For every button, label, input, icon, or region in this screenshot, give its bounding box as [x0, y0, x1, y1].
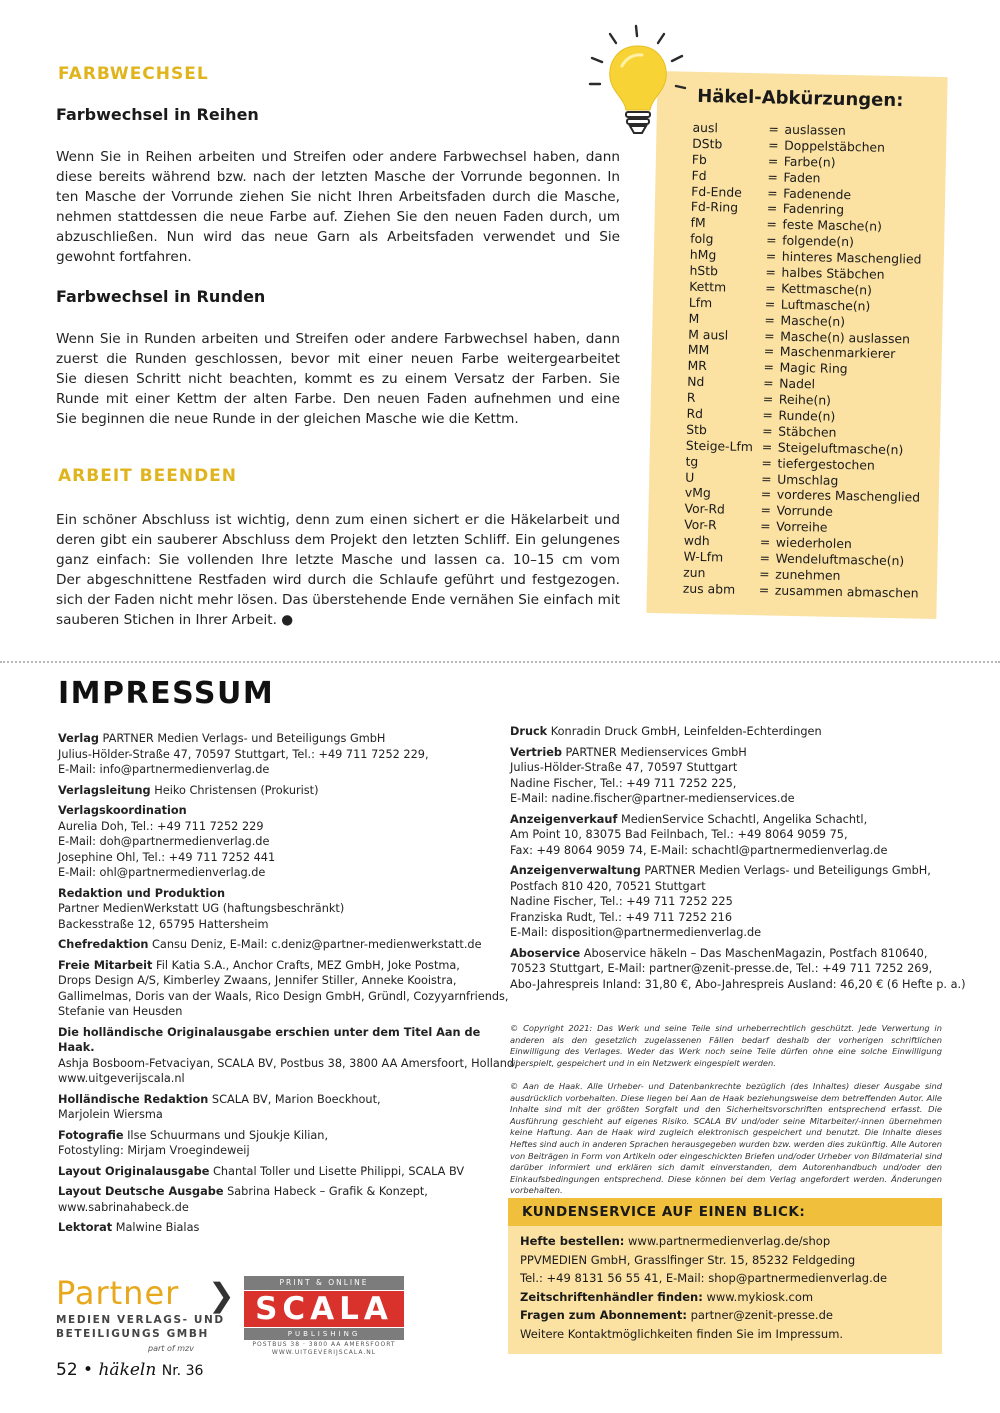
impressum-line: Ashja Bosboom-Fetvaciyan, SCALA BV, Postbus 38, 3800 AA Amersfoort, Holland,	[58, 1056, 518, 1070]
subheading-runden: Farbwechsel in Runden	[56, 287, 266, 306]
paragraph-line: Der abgeschnittene Restfaden wird durch die Schlaufe geführt und festgezogen.	[56, 572, 620, 588]
abbreviation-equals: =	[763, 343, 775, 359]
paragraph-line: Wenn Sie in Reihen arbeiten und Streifen oder andere Farbwechsel haben, dann	[56, 149, 620, 165]
paragraph-line: Wenn Sie in Runden arbeiten und Streifen oder andere Farbwechsel haben, dann	[56, 331, 620, 347]
impressum-label: Verlagskoordination	[58, 804, 187, 817]
abbreviation-equals: =	[765, 280, 776, 296]
abbreviation-meaning: Doppelstäbchen	[784, 137, 886, 155]
impressum-line: Am Point 10, 83075 Bad Feilnbach, Tel.: +49 8064 9059 75,	[510, 828, 848, 841]
abbreviation-equals: =	[763, 359, 775, 375]
abbreviation-key: Stb	[686, 421, 707, 438]
impressum-entry	[510, 812, 940, 859]
impressum-label: Die holländische Originalausgabe erschien unter dem Titel Aan de Haak.	[58, 1025, 481, 1054]
abbreviation-key: Lfm	[688, 294, 713, 311]
abbreviation-meaning: Faden	[783, 169, 821, 186]
kundenservice-label: Hefte bestellen:	[520, 1234, 625, 1248]
impressum-line: E-Mail: info@partnermedienverlag.de	[58, 763, 270, 776]
paragraph-line: Sie beginnen die neue Runde in der gleichen Masche wie die Kettm.	[56, 411, 519, 427]
impressum-line: www.uitgeverijscala.nl	[58, 1072, 185, 1085]
abbreviation-equals: =	[765, 264, 777, 280]
abbreviation-equals: =	[763, 375, 774, 391]
abbreviation-meaning: hinteres Maschenglied	[781, 248, 922, 267]
abbreviation-key: ausl	[692, 119, 719, 136]
abbreviation-meaning: Masche(n)	[780, 312, 846, 329]
kundenservice-label: Fragen zum Abonnement:	[520, 1308, 687, 1322]
paragraph-reihen	[56, 147, 620, 267]
kundenservice-text: PPVMEDIEN GmbH, Grasslfinger Str. 15, 85232 Feldgeding	[520, 1252, 856, 1267]
abbreviation-equals: =	[764, 327, 775, 344]
impressum-label: Anzeigenverwaltung	[510, 864, 641, 877]
abbreviation-equals: =	[768, 121, 780, 137]
abbreviation-card	[646, 71, 947, 619]
abbreviation-meaning: Farbe(n)	[783, 153, 836, 170]
abbreviation-meaning: Runde(n)	[778, 407, 836, 424]
kundenservice-row	[520, 1325, 942, 1344]
issue-number: Nr. 36	[161, 1363, 204, 1379]
impressum-entry	[58, 1128, 488, 1159]
abbreviation-key: fM	[690, 215, 706, 231]
impressum-line: PARTNER Medien Verlags- und Beteiligungs GmbH	[102, 732, 386, 745]
impressum-line: E-Mail: ohl@partnermedienverlag.de	[58, 866, 266, 879]
abbreviation-meaning: Umschlag	[777, 471, 839, 488]
impressum-line: Heiko Christensen (Prokurist)	[154, 783, 319, 797]
scala-logo-word: SCALA	[244, 1291, 404, 1327]
impressum-line: Franziska Rudt, Tel.: +49 711 7252 216	[510, 910, 733, 924]
abbreviation-key: vMg	[684, 485, 711, 501]
impressum-label: Fotografie	[58, 1128, 124, 1142]
impressum-line: E-Mail: nadine.fischer@partner-medienservices.de	[510, 792, 795, 805]
impressum-entry	[510, 946, 966, 993]
kundenservice-title: KUNDENSERVICE AUF EINEN BLICK:	[508, 1198, 942, 1226]
abbreviation-meaning: feste Masche(n)	[782, 217, 883, 235]
kundenservice-text: Weitere Kontaktmöglichkeiten finden Sie im Impressum.	[520, 1326, 844, 1341]
abbreviation-key: Nd	[687, 373, 705, 390]
abbreviation-equals: =	[766, 200, 778, 217]
impressum-entry	[58, 1220, 488, 1236]
abbreviation-key: M	[688, 310, 700, 326]
abbreviation-equals: =	[762, 391, 774, 407]
paragraph-line: Sie diesen Schritt nicht beachten, kommt es zu einem Versatz der Farben. Sie	[56, 371, 620, 387]
abbreviation-equals: =	[762, 423, 773, 439]
impressum-line: E-Mail: doh@partnermedienverlag.de	[58, 835, 270, 848]
impressum-line: Marjolein Wiersma	[58, 1108, 163, 1121]
abbreviation-key: Fd	[691, 167, 707, 183]
abbreviation-equals: =	[768, 137, 779, 153]
subheading-reihen: Farbwechsel in Reihen	[56, 105, 259, 124]
impressum-line: Julius-Hölder-Straße 47, 70597 Stuttgart	[510, 761, 738, 774]
abbreviation-meaning: Fadenende	[783, 185, 852, 202]
abbreviation-equals: =	[761, 454, 773, 471]
impressum-label: Anzeigenverkauf	[510, 812, 618, 826]
impressum-line: Nadine Fischer, Tel.: +49 711 7252 225	[510, 895, 733, 908]
section-title-farbwechsel: FARBWECHSEL	[58, 64, 209, 84]
impressum-entry	[58, 1164, 488, 1180]
impressum-line: MedienService Schachtl, Angelika Schachtl,	[620, 812, 868, 826]
impressum-entry	[58, 731, 488, 778]
abbreviation-key: Fb	[691, 151, 708, 167]
abbreviation-key: Kettm	[689, 278, 727, 295]
abbreviation-meaning: wiederholen	[775, 534, 852, 552]
paragraph-line: zuerst die Runden geschlossen, bevor mit einer neuen Farbe weitergearbeitet	[56, 351, 620, 367]
impressum-line: Abo-Jahrespreis Inland: 31,80 €, Abo-Jahrespreis Ausland: 46,20 € (6 Hefte p. a.)	[510, 977, 966, 991]
impressum-entry	[510, 863, 940, 941]
impressum-entry	[58, 958, 509, 1020]
section-title-arbeit-beenden: ARBEIT BEENDEN	[58, 466, 238, 486]
impressum-entry	[510, 745, 940, 807]
impressum-label: Holländische Redaktion	[58, 1092, 209, 1106]
abbreviation-meaning: Kettmasche(n)	[781, 280, 873, 298]
kundenservice-label: Zeitschriftenhändler finden:	[520, 1289, 703, 1304]
partner-logo-subline: BETEILIGUNGS GMBH	[56, 1328, 209, 1340]
abbreviation-equals: =	[767, 169, 779, 185]
paragraph-line: abzuschließen. Nun wird das neue Garn als Arbeitsfaden verwendet und Sie	[56, 229, 620, 245]
abbreviation-meaning: Vorreihe	[776, 518, 828, 535]
abbreviation-meaning: auslassen	[784, 121, 846, 138]
abbreviation-key: DStb	[692, 135, 723, 152]
impressum-entry	[58, 1092, 488, 1123]
impressum-entry	[58, 937, 488, 953]
impressum-line: Julius-Hölder-Straße 47, 70597 Stuttgart, Tel.: +49 711 7252 229,	[58, 747, 429, 761]
lightbulb-icon	[588, 22, 688, 138]
abbreviation-meaning: halbes Stäbchen	[781, 264, 885, 282]
abbreviation-key: Vor-R	[684, 516, 717, 533]
abbreviation-meaning: Maschenmarkierer	[779, 344, 896, 362]
impressum-line: Fax: +49 8064 9059 74, E-Mail: schachtl@partnermedienverlag.de	[510, 843, 888, 857]
impressum-line: PARTNER Medien Verlags- und Beteiligungs GmbH,	[644, 864, 931, 877]
scala-logo	[244, 1276, 404, 1356]
abbreviation-key: hStb	[689, 262, 719, 279]
kundenservice-text: Tel.: +49 8131 56 55 41, E-Mail: shop@partnermedienverlag.de	[520, 1271, 888, 1285]
abbreviation-key: hMg	[689, 246, 717, 263]
abbreviation-meaning: Wendeluftmasche(n)	[775, 550, 905, 569]
impressum-line: Gallimelmas, Doris van der Waals, Rico Design GmbH, Gründl, Cozyyarnfriends,	[58, 989, 509, 1003]
impressum-line: Fil Katia S.A., Anchor Crafts, MEZ GmbH, Joke Postma,	[156, 958, 460, 972]
impressum-line: Drops Design A/S, Kimberley Zwaans, Jennifer Stiller, Anneke Kooistra,	[58, 974, 457, 987]
impressum-line: Partner MedienWerkstatt UG (haftungsbeschränkt)	[58, 902, 345, 915]
abbreviation-key: zun	[683, 564, 706, 581]
abbreviation-equals: =	[761, 470, 772, 487]
abbreviation-key: U	[685, 469, 695, 485]
impressum-label: Redaktion und Produktion	[58, 886, 226, 900]
page-footer	[56, 1360, 203, 1380]
impressum-entry	[58, 886, 488, 933]
kundenservice-row	[520, 1306, 942, 1325]
page-number: 52	[56, 1360, 78, 1380]
partner-logo	[56, 1274, 235, 1360]
abbreviation-meaning: zusammen abmaschen	[774, 582, 919, 601]
abbreviation-key: Rd	[686, 405, 704, 422]
kundenservice-box	[508, 1198, 942, 1354]
impressum-line: 70523 Stuttgart, E-Mail: partner@zenit-presse.de, Tel.: +49 711 7252 269,	[510, 962, 933, 975]
abbreviation-meaning: vorderes Maschenglied	[776, 487, 921, 506]
impressum-line: Konradin Druck GmbH, Leinfelden-Echterdingen	[550, 725, 822, 738]
abbreviation-key: R	[686, 389, 696, 406]
impressum-entry	[510, 724, 940, 740]
abbreviation-meaning: Steigeluftmasche(n)	[777, 439, 904, 458]
impressum-label: Freie Mitarbeit	[58, 958, 153, 972]
impressum-line: Stefanie van Heusden	[58, 1005, 183, 1018]
impressum-left-column	[58, 731, 518, 1241]
abbreviation-key: tg	[685, 453, 699, 469]
partner-logo-word: Partner	[56, 1274, 180, 1312]
abbreviation-key: W-Lfm	[683, 548, 724, 565]
impressum-label: Verlag	[58, 732, 99, 745]
paragraph-line: ten Masche der Vorrunde ziehen Sie nicht Ihren Arbeitsfaden durch die Masche,	[56, 189, 620, 205]
impressum-label: Aboservice	[510, 946, 581, 960]
abbreviation-equals: =	[765, 248, 777, 264]
impressum-label: Layout Deutsche Ausgabe	[58, 1185, 224, 1198]
kundenservice-text: www.partnermedienverlag.de/shop	[624, 1234, 831, 1248]
impressum-line: Aurelia Doh, Tel.: +49 711 7252 229	[58, 819, 264, 833]
paragraph-line: nehmen stattdessen die neue Farbe auf. Ziehen Sie den neuen Faden durch, um	[56, 209, 620, 225]
impressum-line: Malwine Bialas	[115, 1221, 200, 1234]
abbreviation-key: MR	[687, 358, 708, 374]
paragraph-line: gewohnt fortfahren.	[56, 249, 192, 265]
footer-bullet: •	[83, 1360, 94, 1380]
abbreviation-meaning: Vorrunde	[776, 502, 833, 520]
impressum-label: Lektorat	[58, 1221, 113, 1234]
abbreviation-meaning: Masche(n) auslassen	[780, 328, 911, 346]
abbreviation-key: Steige-Lfm	[685, 437, 754, 454]
abbreviation-key: MM	[687, 342, 710, 358]
abbreviation-equals: =	[760, 502, 772, 518]
abbreviation-meaning: Nadel	[779, 375, 816, 392]
abbreviation-equals: =	[760, 518, 771, 534]
chevron-right-icon: ❯	[208, 1276, 235, 1314]
kundenservice-row	[520, 1288, 942, 1307]
abbreviation-key: Vor-Rd	[684, 501, 726, 517]
abbreviation-list	[683, 120, 943, 602]
section-divider	[0, 661, 1000, 663]
impressum-entry	[58, 1025, 518, 1087]
magazine-brand: häkeln	[98, 1360, 157, 1380]
abbreviation-equals: =	[761, 439, 773, 455]
kundenservice-text: partner@zenit-presse.de	[686, 1308, 833, 1322]
scala-logo-top: PRINT & ONLINE	[244, 1276, 404, 1290]
paragraph-line: Runde mit einer Kettm der alten Farbe. Den neuen Faden aufnehmen und eine	[56, 391, 620, 407]
paragraph-line: diese bereits während bzw. nach der letzten Masche der Vorrunde begonnen. In	[56, 169, 620, 185]
paragraph-line: sich der Faden nicht mehr lösen. Das überstehende Ende vernähen Sie einfach mit	[56, 592, 620, 608]
abbreviation-equals: =	[766, 216, 778, 232]
impressum-line: E-Mail: disposition@partnermedienverlag.de	[510, 926, 762, 939]
abbreviation-meaning: Stäbchen	[778, 423, 837, 440]
impressum-line: Josephine Ohl, Tel.: +49 711 7252 441	[58, 850, 276, 864]
abbreviation-key: folg	[690, 230, 714, 247]
abbreviation-equals: =	[767, 153, 779, 169]
partner-logo-mzv: part of mzv	[148, 1344, 194, 1353]
impressum-entry	[58, 1184, 488, 1215]
paragraph-line: Ein schöner Abschluss ist wichtig, denn zum einen sichert er die Häkelarbeit und	[56, 512, 620, 528]
impressum-line: Chantal Toller und Lisette Philippi, SCALA BV	[212, 1164, 465, 1178]
impressum-line: Ilse Schuurmans und Sjoukje Kilian,	[127, 1128, 329, 1142]
impressum-line: www.sabrinahabeck.de	[58, 1200, 189, 1214]
impressum-right-column	[510, 724, 966, 997]
impressum-title: IMPRESSUM	[58, 676, 275, 711]
abbreviation-meaning: Fadenring	[782, 201, 845, 218]
impressum-label: Druck	[510, 725, 548, 738]
abbreviation-equals: =	[758, 582, 770, 598]
abbreviation-equals: =	[764, 296, 776, 312]
abbreviation-equals: =	[767, 184, 778, 201]
abbreviation-key: zus abm	[682, 580, 736, 597]
scala-logo-address: POSTBUS 38 · 3800 AA AMERSFOORT	[252, 1341, 396, 1348]
abbreviation-key: wdh	[683, 532, 710, 549]
impressum-line: Postfach 810 420, 70521 Stuttgart	[510, 879, 706, 893]
kundenservice-text: www.mykiosk.com	[702, 1289, 814, 1304]
kundenservice-row	[520, 1269, 942, 1288]
abbreviation-key: M ausl	[688, 326, 729, 343]
abbreviation-meaning: Magic Ring	[779, 360, 848, 377]
kundenservice-row	[520, 1232, 942, 1251]
abbreviation-meaning: tiefergestochen	[777, 455, 875, 473]
impressum-line: SCALA BV, Marion Boeckhout,	[211, 1092, 381, 1106]
abbreviation-meaning: Reihe(n)	[778, 391, 832, 408]
impressum-line: Nadine Fischer, Tel.: +49 711 7252 225,	[510, 776, 737, 790]
partner-logo-subline: MEDIEN VERLAGS- UND	[56, 1314, 225, 1326]
abbreviation-key: Fd-Ende	[691, 183, 742, 200]
impressum-label: Verlagsleitung	[58, 783, 151, 797]
abbreviation-meaning: Luftmasche(n)	[780, 296, 871, 314]
paragraph-line: deren gibt ein sauberer Abschluss dem Projekt den letzten Schliff. Ein gelungenes	[56, 532, 620, 548]
abbreviation-equals: =	[759, 550, 771, 566]
aan-de-haak-notice: © Aan de Haak. Alle Urheber- und Datenbankrechte bezüglich (des Inhaltes) dieser Ausgabe sind ausdrücklich vorbehalten. Diese liegen bei Aan de Haak beziehungsweise dem betreffenden Autor. Alle Inhalte sind mit der größten Sorgfalt und den Sicherheitsvorschriften entsprechend erfasst. Die Ausführung geschieht auf eigenes Risiko. SCALA BV und/oder seine Mitarbeiter/-innen übernehmen keine Haftung. Aan de Haak wird zugleich elektronisch gespeichert und benutzt. Die Inhalte dieses Heftes sind auch in anderen Sprachen herausgegeben wurden bzw. werden dies zukünftig. Alle Autoren von Beiträgen in Form von Artikeln oder eingeschickten Briefen und/oder Urheber von Bildmaterial sind darüber informiert und erklären sich damit einverstanden, dem Autorenhandbuch und/oder den Einkaufsbedingungen entsprechend. Diese können bei dem Verlag angefordert werden. Änderungen vorbehalten.	[510, 1081, 942, 1196]
kundenservice-body	[508, 1226, 942, 1343]
abbreviation-equals: =	[764, 312, 776, 328]
paragraph-arbeit-beenden	[56, 510, 620, 630]
abbreviation-equals: =	[759, 534, 771, 550]
impressum-label: Vertrieb	[510, 745, 562, 759]
impressum-line: Sabrina Habeck – Grafik & Konzept,	[227, 1185, 428, 1198]
scala-logo-url: WWW.UITGEVERIJSCALA.NL	[271, 1349, 377, 1356]
paragraph-line: sauberen Stichen in Ihrer Arbeit. ●	[56, 612, 294, 628]
abbreviation-card-title: Häkel-Abkürzungen:	[696, 85, 904, 112]
impressum-line: Cansu Deniz, E-Mail: c.deniz@partner-medienwerkstatt.de	[152, 938, 482, 951]
abbreviation-equals: =	[760, 486, 772, 502]
impressum-entry	[58, 783, 488, 799]
abbreviation-equals: =	[766, 232, 777, 248]
impressum-line: Backesstraße 12, 65795 Hattersheim	[58, 917, 269, 931]
impressum-entry	[58, 803, 488, 881]
impressum-line: Fotostyling: Mirjam Vroegindeweij	[58, 1144, 250, 1157]
scala-logo-publishing: PUBLISHING	[244, 1328, 404, 1340]
abbreviation-meaning: folgende(n)	[782, 232, 855, 250]
paragraph-runden	[56, 329, 620, 429]
abbreviation-key: Fd-Ring	[690, 199, 739, 216]
impressum-label: Chefredaktion	[58, 938, 149, 951]
paragraph-line: ganz einfach: Sie vollenden Ihre letzte Masche und lassen ca. 10–15 cm vom	[56, 552, 620, 568]
copyright-notice: © Copyright 2021: Das Werk und seine Teile sind urheberrechtlich geschützt. Jede Verwertung in anderen als den gesetzlich zugelassenen Fällen bedarf deshalb der vorherigen schriftlichen Einwilligung des Verlages. Weder das Werk noch seine Teile dürfen ohne eine solche Einwilligung überspielt, gespeichert und in ein Netzwerk eingespielt werden.	[510, 1023, 942, 1068]
impressum-line: Aboservice häkeln – Das MaschenMagazin, Postfach 810640,	[583, 946, 928, 960]
abbreviation-equals: =	[759, 566, 770, 582]
abbreviation-meaning: zunehmen	[775, 566, 841, 583]
impressum-label: Layout Originalausgabe	[58, 1164, 210, 1178]
kundenservice-row	[520, 1251, 942, 1270]
abbreviation-equals: =	[762, 407, 774, 423]
impressum-line: PARTNER Medienservices GmbH	[565, 745, 747, 759]
